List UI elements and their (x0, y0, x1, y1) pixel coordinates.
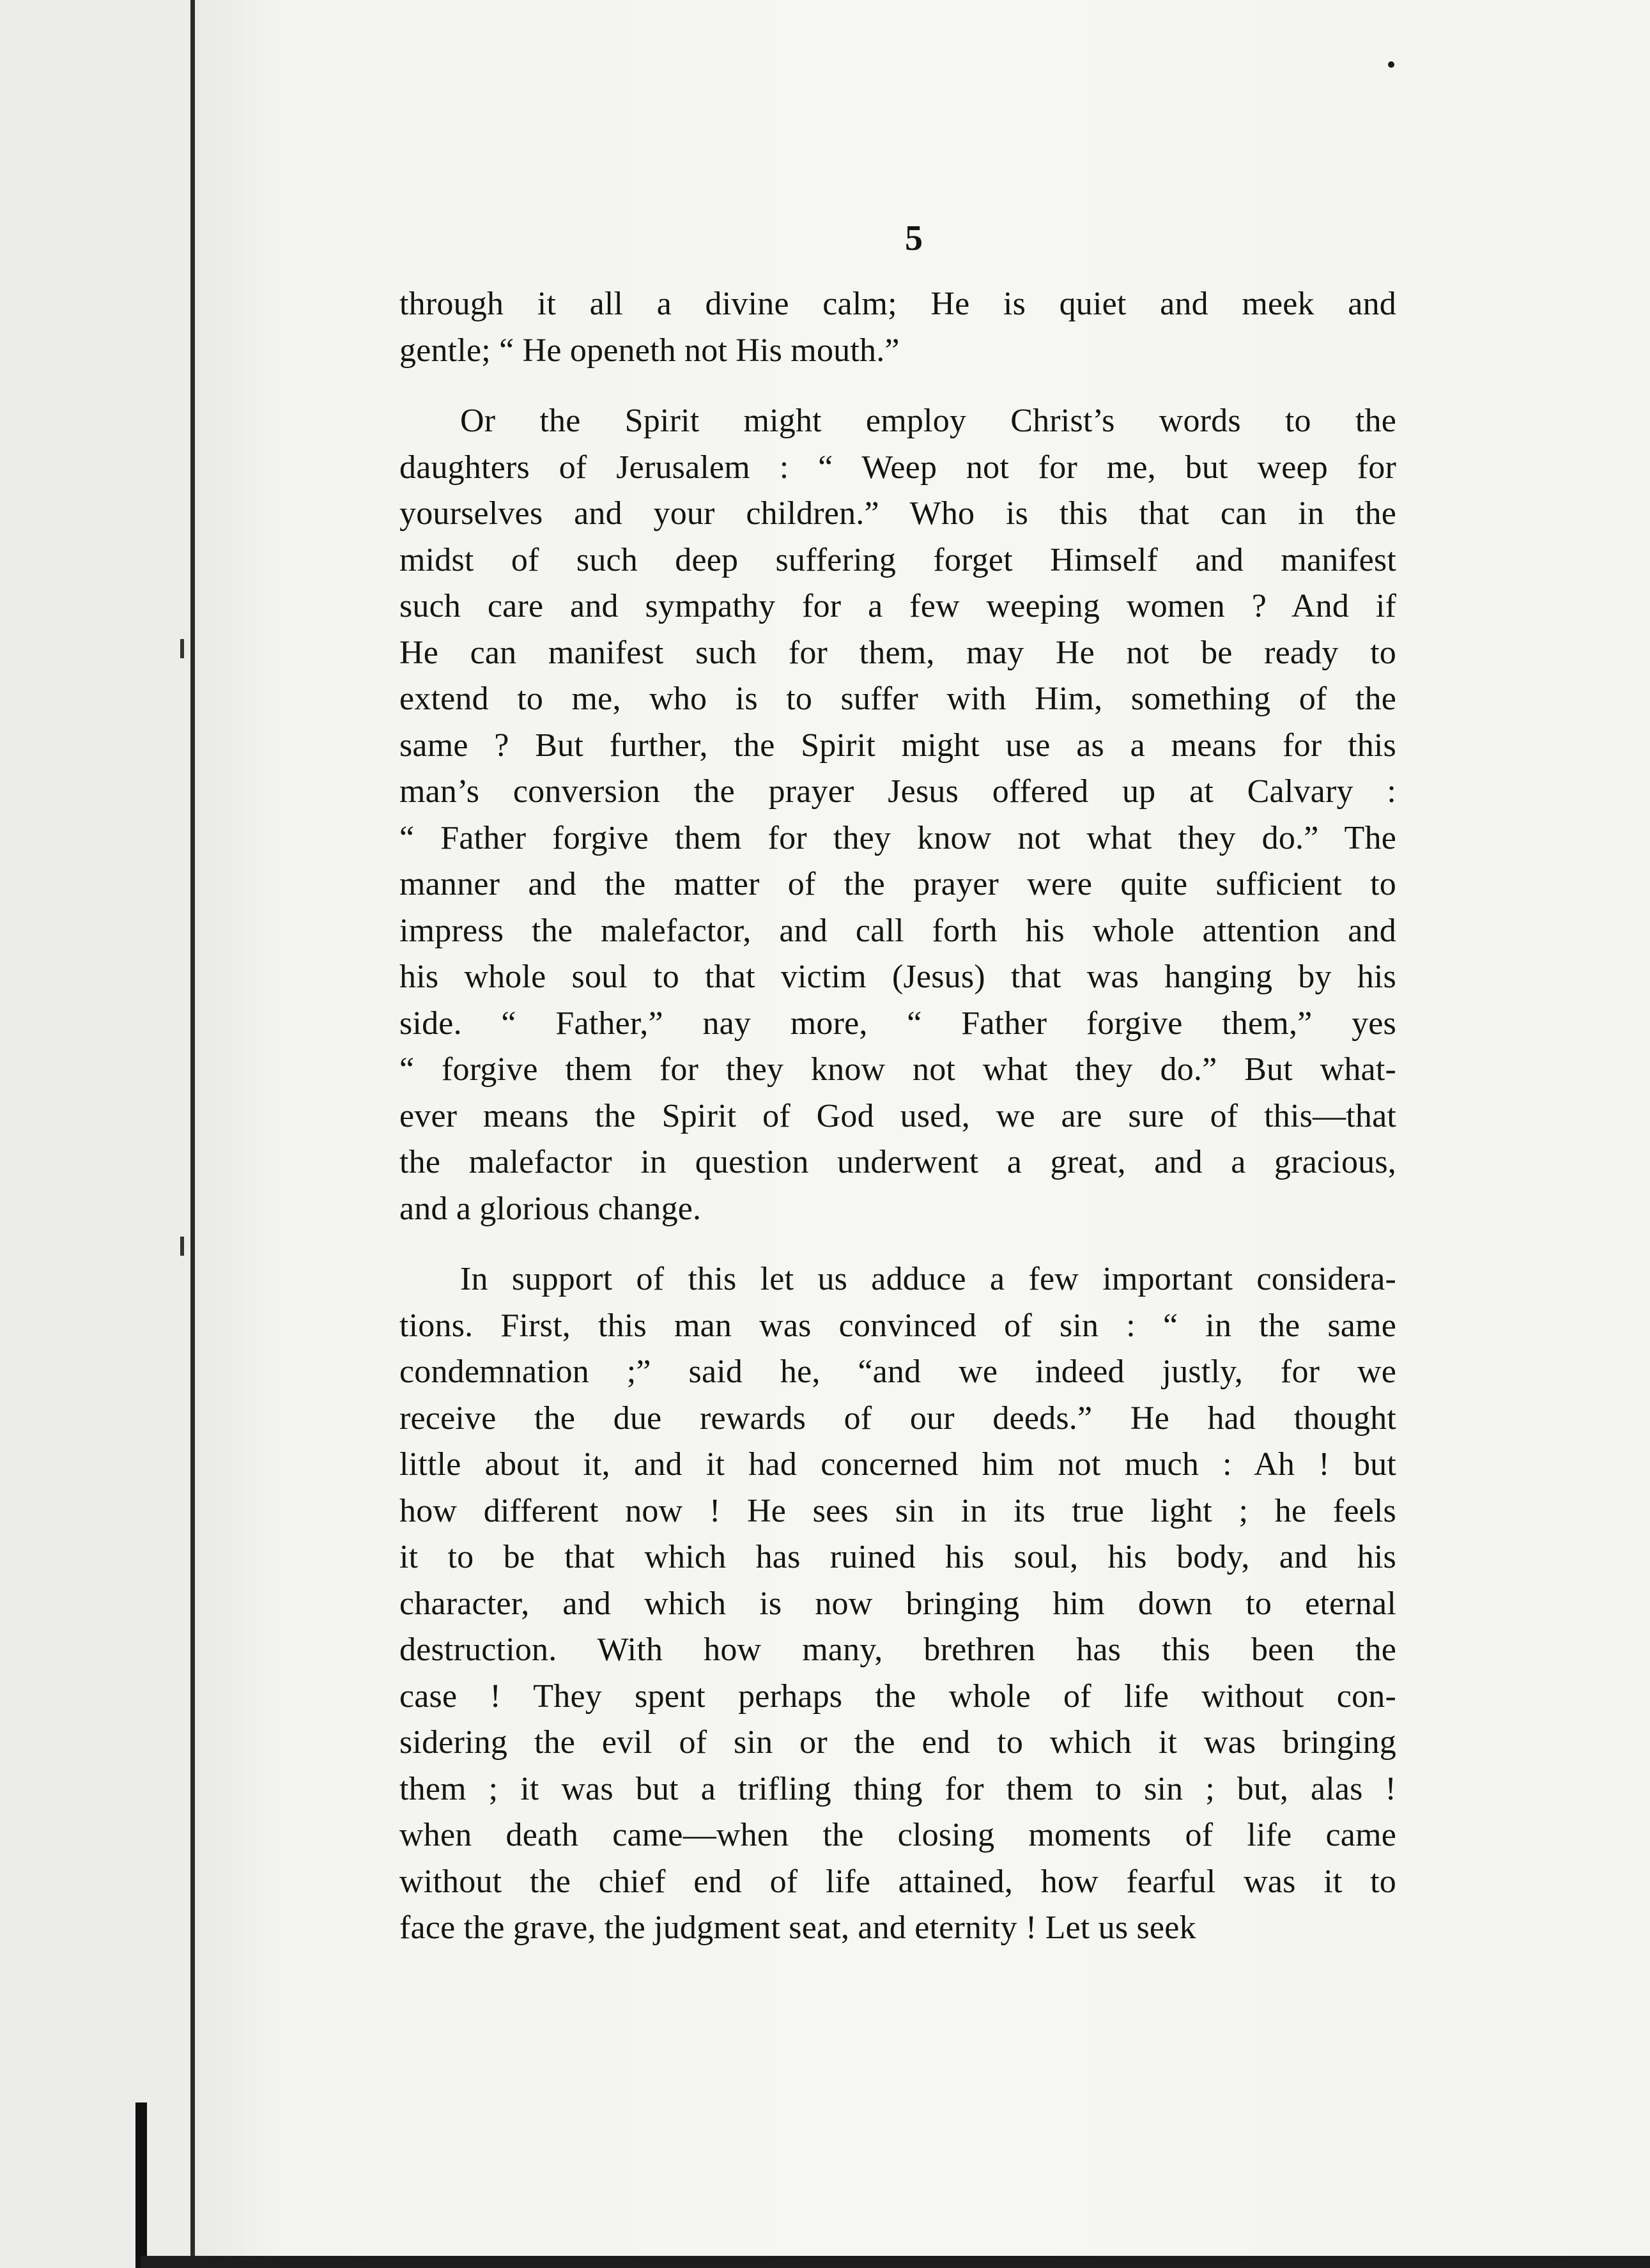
text-line: little about it, and it had concerned him not much : Ah ! but (399, 1446, 1396, 1483)
text-line: and a glorious change. (399, 1190, 702, 1227)
text-line: Or the Spirit might employ Christ’s words to the (460, 403, 1396, 439)
text-line: sidering the evil of sin or the end to which it was bringing (399, 1724, 1396, 1761)
text-line: without the chief end of life attained, how fearful was it to (399, 1863, 1396, 1900)
text-line: “ forgive them for they know not what they do.” But what- (399, 1051, 1396, 1088)
page-bottom-edge (141, 2256, 1650, 2268)
text-line: extend to me, who is to suffer with Him, something of the (399, 681, 1396, 717)
text-line: through it all a divine calm; He is quiet and meek and (399, 286, 1396, 322)
paragraph (399, 281, 1396, 374)
text-line: manner and the matter of the prayer were quite sufficient to (399, 866, 1396, 902)
text-line: how different now ! He sees sin in its true light ; he feels (399, 1492, 1396, 1529)
text-line: side. “ Father,” nay more, “ Father forgive them,” yes (399, 1005, 1396, 1042)
text-line: ever means the Spirit of God used, we are sure of this—that (399, 1097, 1396, 1134)
text-line: gentle; “ He openeth not His mouth.” (399, 332, 900, 369)
text-line: condemnation ;” said he, “and we indeed justly, for we (399, 1354, 1396, 1390)
facing-page-margin (0, 0, 192, 2268)
text-line: when death came—when the closing moments of life came (399, 1817, 1396, 1853)
text-line: “ Father forgive them for they know not what they do.” The (399, 819, 1396, 856)
ink-speck (1388, 61, 1394, 68)
binding-mark (180, 639, 184, 658)
text-line: case ! They spent perhaps the whole of life without con- (399, 1678, 1396, 1715)
text-line: In support of this let us adduce a few important considera- (460, 1261, 1396, 1297)
text-line: character, and which is now bringing him down to eternal (399, 1585, 1396, 1622)
paragraph-gap (399, 374, 1396, 398)
text-line: face the grave, the judgment seat, and eternity ! Let us seek (399, 1909, 1196, 1946)
text-line: the malefactor in question underwent a great, and a gracious, (399, 1144, 1396, 1180)
text-line: his whole soul to that victim (Jesus) that was hanging by his (399, 959, 1396, 995)
text-line: yourselves and your children.” Who is this that can in the (399, 495, 1396, 532)
paragraph-gap (399, 1232, 1396, 1256)
text-line: daughters of Jerusalem : “ Weep not for me, but weep for (399, 449, 1396, 486)
text-line: tions. First, this man was convinced of sin : “ in the same (399, 1307, 1396, 1344)
text-line: midst of such deep suffering forget Himself and manifest (399, 541, 1396, 578)
text-line: such care and sympathy for a few weeping women ? And if (399, 588, 1396, 624)
text-line: receive the due rewards of our deeds.” He had thought (399, 1400, 1396, 1437)
text-line: it to be that which has ruined his soul, his body, and his (399, 1539, 1396, 1575)
text-line: impress the malefactor, and call forth his whole attention and (399, 912, 1396, 949)
page-gutter-edge (190, 0, 195, 2268)
text-line: them ; it was but a trifling thing for them to sin ; but, alas ! (399, 1770, 1396, 1807)
text-line: destruction. With how many, brethren has this been the (399, 1632, 1396, 1668)
scan-edge-shadow (135, 2102, 147, 2268)
paragraph (399, 1256, 1396, 1952)
text-line: He can manifest such for them, may He not be ready to (399, 634, 1396, 671)
body-text (399, 281, 1396, 1952)
page-number: 5 (905, 219, 923, 258)
text-line: man’s conversion the prayer Jesus offered up at Calvary : (399, 773, 1396, 810)
paragraph (399, 398, 1396, 1232)
text-line: same ? But further, the Spirit might use as a means for this (399, 727, 1396, 764)
binding-mark (180, 1237, 184, 1256)
